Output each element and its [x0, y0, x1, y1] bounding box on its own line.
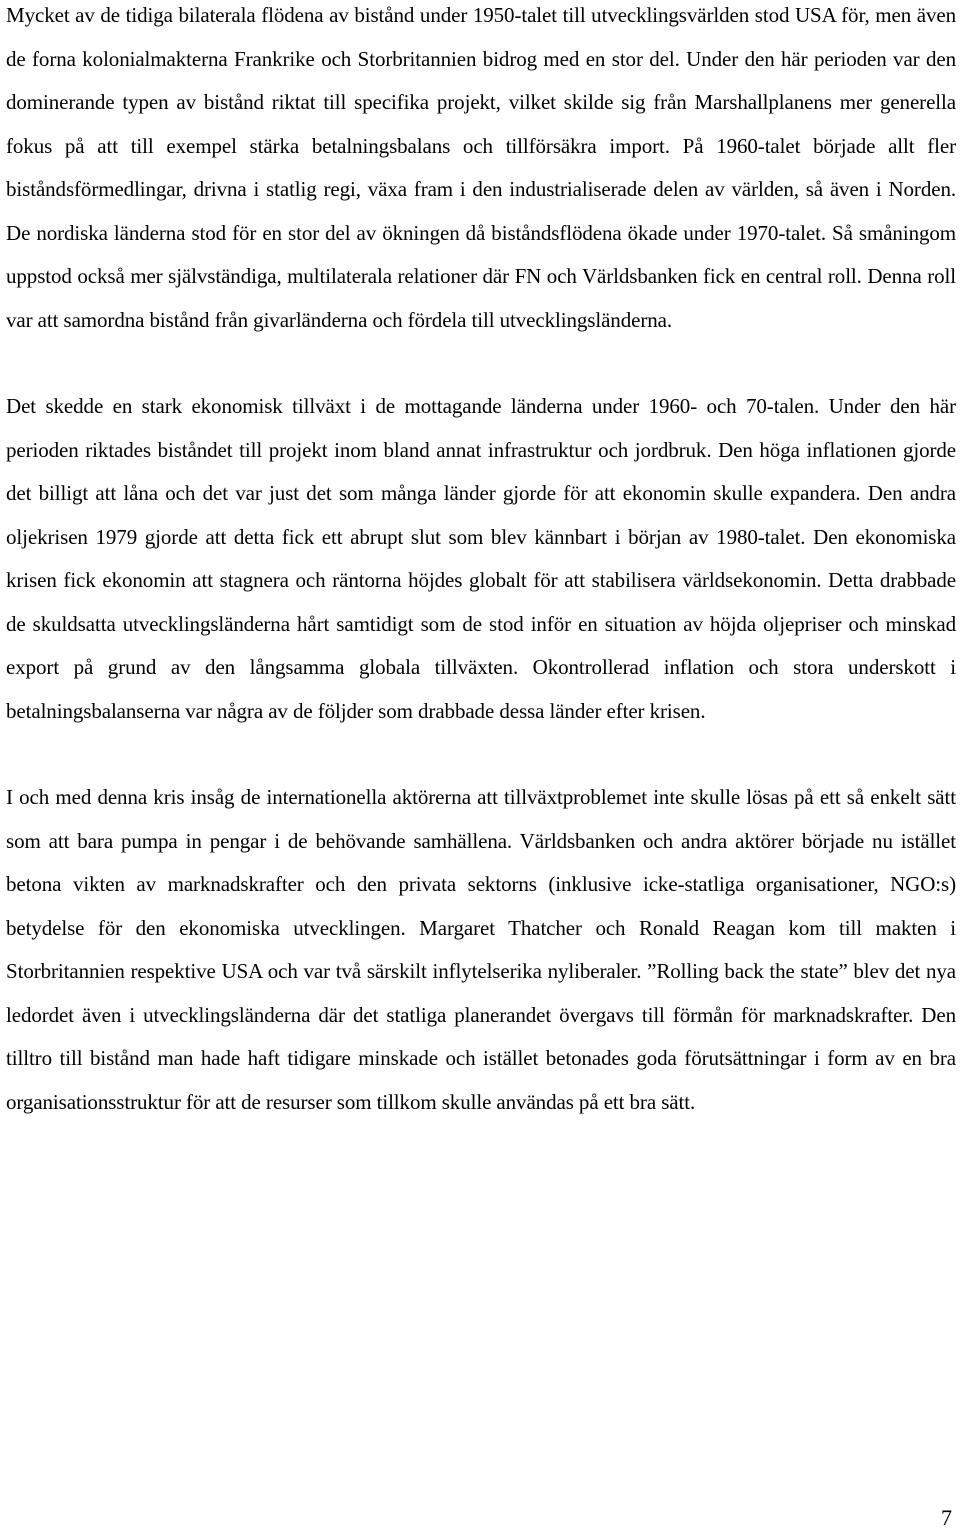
body-paragraph-2: Det skedde en stark ekonomisk tillväxt i de mottagande länderna under 1960- och 70-talen. Under den här perioden riktades biståndet till projekt inom bland annat infrastruktur och jordbruk. Den höga inflationen gjorde det billigt att låna och det var just det som många länder gjorde för att ekonomin skulle expandera. Den andra oljekrisen 1979 gjorde att detta fick ett abrupt slut som blev kännbart i början av 1980-talet. Den ekonomiska krisen fick ekonomin att stagnera och räntorna höjdes globalt för att stabilisera världsekonomin. Detta drabbade de skuldsatta utvecklingsländerna hårt samtidigt som de stod inför en situation av höjda oljepriser och minskad export på grund av den långsamma globala tillväxten. Okontrollerad inflation och stora underskott i betalningsbalanserna var några av de följder som drabbade dessa länder efter krisen. [6, 394, 956, 723]
body-paragraph-1: Mycket av de tidiga bilaterala flödena av bistånd under 1950-talet till utvecklingsvärlden stod USA för, men även de forna kolonialmakterna Frankrike och Storbritannien bidrog med en stor del. Under den här perioden var den dominerande typen av bistånd riktat till specifika projekt, vilket skilde sig från Marshallplanens mer generella fokus på att till exempel stärka betalningsbalans och tillförsäkra import. På 1960-talet började allt fler biståndsförmedlingar, drivna i statlig regi, växa fram i den industrialiserade delen av världen, så även i Norden. De nordiska länderna stod för en stor del av ökningen då biståndsflödena ökade under 1970-talet. Så småningom uppstod också mer självständiga, multilaterala relationer där FN och Världsbanken fick en central roll. Denna roll var att samordna bistånd från givarländerna och fördela till utvecklingsländerna. [6, 3, 956, 332]
page-number: 7 [941, 1505, 952, 1530]
document-page [6, 0, 956, 1124]
body-paragraph-3: I och med denna kris insåg de internationella aktörerna att tillväxtproblemet inte skulle lösas på ett så enkelt sätt som att bara pumpa in pengar i de behövande samhällena. Världsbanken och andra aktörer började nu istället betona vikten av marknadskrafter och den privata sektorns (inklusive icke-statliga organisationer, NGO:s) betydelse för den ekonomiska utvecklingen. Margaret Thatcher och Ronald Reagan kom till makten i Storbritannien respektive USA och var två särskilt inflytelserika nyliberaler. ”Rolling back the state” blev det nya ledordet även i utvecklingsländerna där det statliga planerandet övergavs till förmån för marknadskrafter. Den tilltro till bistånd man hade haft tidigare minskade och istället betonades goda förutsättningar i form av en bra organisationsstruktur för att de resurser som tillkom skulle användas på ett bra sätt. [6, 785, 956, 1114]
